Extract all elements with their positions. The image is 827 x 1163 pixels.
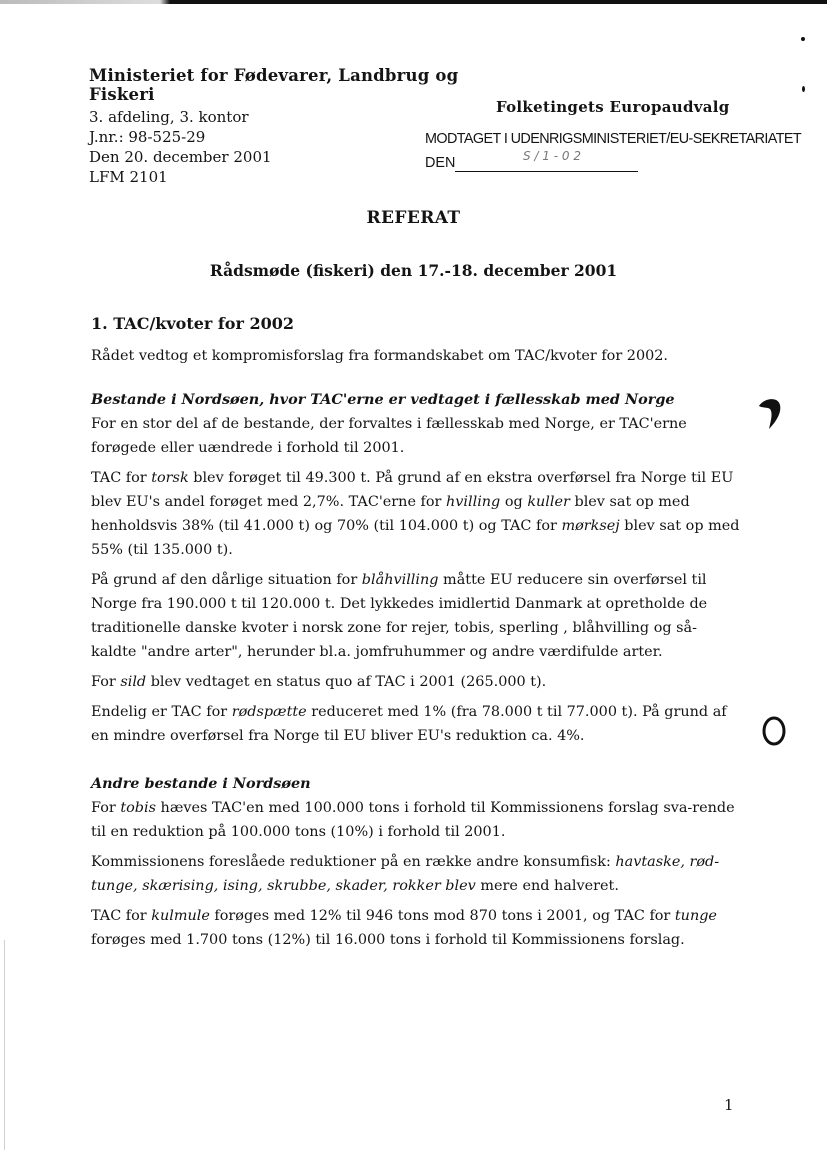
- scan-speck: [802, 86, 805, 92]
- subsection-heading: Bestande i Nordsøen, hvor TAC'erne er vedtaget i fællesskab med Norge: [91, 391, 675, 408]
- paragraph: For sild blev vedtaget en status quo af TAC i 2001 (265.000 t).: [91, 674, 547, 690]
- scan-edge-left: [4, 940, 5, 1150]
- section-heading: 1. TAC/kvoter for 2002: [91, 314, 295, 333]
- paragraph: For en stor del af de bestande, der forvaltes i fællesskab med Norge, er TAC'erne forøgede eller uændrede i forhold til 2001.: [91, 416, 687, 456]
- handwritten-date: S / 1 - 0 2: [523, 149, 581, 163]
- recipient: Folketingets Europaudvalg: [496, 98, 730, 116]
- stamp-text: MODTAGET I UDENRIGSMINISTERIET/EU-SEKRETARIATET: [425, 131, 802, 147]
- sender-organization: Ministeriet for Fødevarer, Landbrug og Fiskeri: [89, 66, 459, 104]
- stamp-date-row: [425, 149, 775, 171]
- journal-number: J.nr.: 98-525-29: [89, 128, 206, 146]
- stamp-den-label: DEN: [425, 155, 456, 171]
- scan-speck: [801, 37, 805, 41]
- meeting-subtitle: Rådsmøde (fiskeri) den 17.-18. december 2001: [209, 261, 618, 280]
- paragraph: Endelig er TAC for rødspætte reduceret med 1% (fra 78.000 t til 77.000 t). På grund af en mindre overførsel fra Norge til EU bliver EU's reduktion ca. 4%.: [91, 704, 727, 744]
- reference-code: LFM 2101: [89, 168, 168, 186]
- paragraph: TAC for torsk blev forøget til 49.300 t. På grund af en ekstra overførsel fra Norge til EU blev EU's andel forøget med 2,7%. TAC'erne for hvilling og kuller blev sat op med henholdsvis 38% (til 41.000 t) og 70% (til 104.000 t) og TAC for mørksej blev sat op med 55% (til 135.000 t).: [91, 470, 740, 558]
- document-date: Den 20. december 2001: [89, 148, 272, 166]
- stamp-date-line: [455, 171, 638, 172]
- scan-edge-top: [0, 0, 827, 4]
- sender-department: 3. afdeling, 3. kontor: [89, 108, 249, 126]
- page-number: 1: [724, 1096, 734, 1114]
- received-stamp: [425, 131, 802, 171]
- paragraph: Rådet vedtog et kompromisforslag fra formandskabet om TAC/kvoter for 2002.: [91, 348, 668, 364]
- paragraph: TAC for kulmule forøges med 12% til 946 tons mod 870 tons i 2001, og TAC for tunge forøges med 1.700 tons (12%) til 16.000 tons i forhold til Kommissionens forslag.: [91, 908, 717, 948]
- paragraph: På grund af den dårlige situation for blåhvilling måtte EU reducere sin overførsel til Norge fra 190.000 t til 120.000 t. Det lykkedes imidlertid Danmark at opretholde de traditionelle danske kvoter i norsk zone for rejer, tobis, sperling , blåhvilling og så-kaldte "andre arter", herunder bl.a. jomfruhummer og andre værdifulde arter.: [91, 572, 708, 660]
- paragraph: Kommissionens foreslåede reduktioner på en række andre konsumfisk: havtaske, rød-tunge, skærising, ising, skrubbe, skader, rokker blev mere end halveret.: [91, 854, 720, 894]
- subsection-heading: Andre bestande i Nordsøen: [91, 775, 311, 792]
- hole-punch-mark-icon: [756, 396, 782, 434]
- document-body: [91, 312, 741, 958]
- hole-punch-ring-icon: [760, 714, 790, 752]
- document-title: REFERAT: [366, 208, 461, 228]
- paragraph: For tobis hæves TAC'en med 100.000 tons i forhold til Kommissionens forslag sva-rende til en reduktion på 100.000 tons (10%) i forhold til 2001.: [91, 800, 735, 840]
